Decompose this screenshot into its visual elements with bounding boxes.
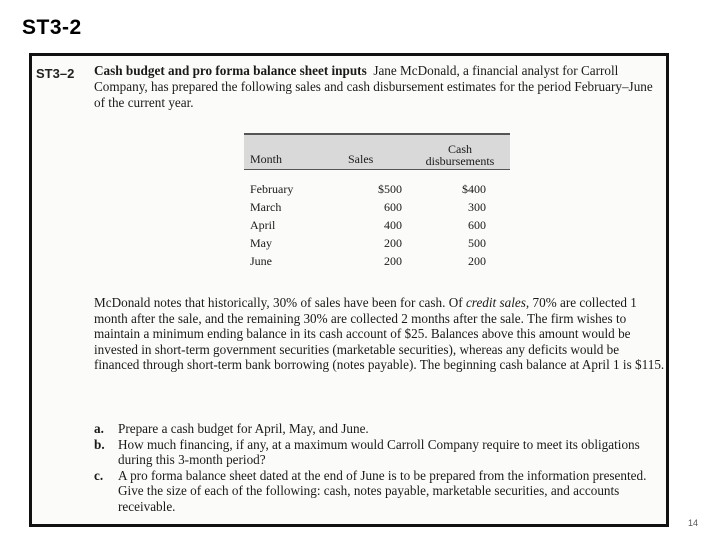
- problem-id: ST3–2: [36, 66, 75, 81]
- cell-cash: $400: [462, 182, 486, 196]
- cell-month: March: [250, 200, 282, 214]
- cell-cash: 300: [468, 200, 486, 214]
- table-row: [244, 252, 510, 270]
- cell-month: April: [250, 218, 276, 232]
- cell-month: June: [250, 254, 272, 268]
- table-row: [244, 234, 510, 252]
- task-item: [94, 421, 666, 437]
- task-text: How much financing, if any, at a maximum would Carroll Company require to meet its obligations during this 3-month period?: [118, 436, 640, 468]
- page-number: 14: [688, 518, 699, 528]
- cell-sales: 600: [384, 200, 402, 214]
- cell-sales: 200: [384, 254, 402, 268]
- task-item: [94, 468, 666, 515]
- table-row: [244, 216, 510, 234]
- estimates-table: [244, 133, 510, 270]
- task-letter: c.: [94, 467, 104, 483]
- cell-month: May: [250, 236, 272, 250]
- slide-title: ST3-2: [22, 16, 82, 39]
- header-month: Month: [250, 152, 283, 166]
- problem-body: [94, 295, 666, 373]
- cell-cash: 200: [468, 254, 486, 268]
- body-part1: McDonald notes that historically, 30% of sales have been for cash. Of: [94, 295, 466, 310]
- header-sales: Sales: [348, 152, 374, 166]
- cell-sales: 400: [384, 218, 402, 232]
- cell-sales: 200: [384, 236, 402, 250]
- task-text: A pro forma balance sheet dated at the end of June is to be prepared from the information presented. Give the size of each of the following: cash, notes payable, marketable securities, and accounts receivable.: [118, 467, 647, 514]
- task-list: [94, 421, 666, 515]
- header-cash-line1: Cash: [448, 142, 472, 156]
- table-header: [244, 133, 510, 170]
- task-letter: b.: [94, 436, 105, 452]
- cell-cash: 600: [468, 218, 486, 232]
- task-item: [94, 437, 666, 468]
- problem-intro-text: Jane McDonald, a financial analyst for Carroll Company, has prepared the following sales and cash disbursement estimates for the period February–June of the current year.: [94, 63, 653, 110]
- header-cash-line2: disbursements: [425, 154, 495, 168]
- scanned-page: [29, 53, 669, 527]
- header-cash-disbursements: [414, 143, 506, 167]
- cell-cash: 500: [468, 236, 486, 250]
- task-letter: a.: [94, 421, 104, 436]
- table-row: [244, 180, 510, 198]
- task-text: Prepare a cash budget for April, May, and June.: [118, 421, 369, 436]
- body-emphasis: credit sales,: [465, 295, 530, 310]
- table-row: [244, 198, 510, 216]
- problem-lead: Cash budget and pro forma balance sheet inputs: [94, 63, 367, 78]
- problem-intro: [94, 63, 664, 111]
- table-body: [244, 170, 510, 270]
- body-part2: 70% are collected 1 month after the sale, and the remaining 30% are collected 2 months after the sale. The firm wishes to maintain a minimum ending balance in its cash account of $25. Balances above this amount would be invested in short-term government securities (marketable securities), whereas any deficits would be financed through short-term bank borrowing (notes payable). The beginning cash balance at April 1 is $115.: [94, 295, 665, 373]
- cell-sales: $500: [378, 182, 402, 196]
- cell-month: February: [250, 182, 294, 196]
